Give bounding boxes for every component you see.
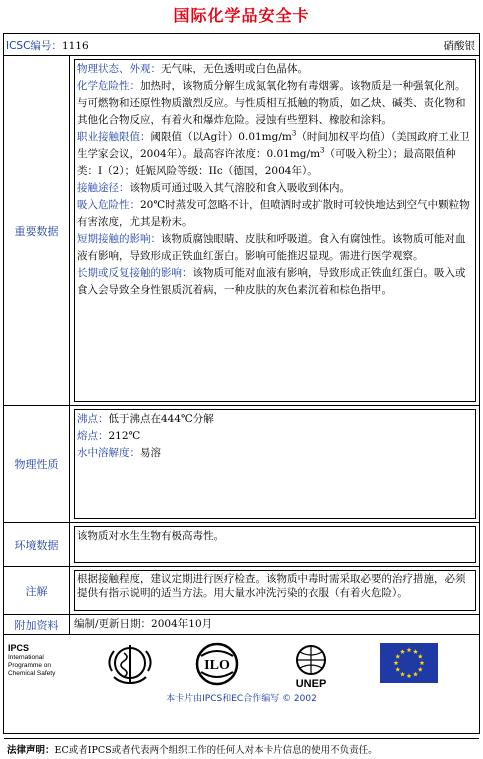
icsc-number [6, 38, 89, 53]
section-label-physical: 物理性质 [4, 406, 70, 522]
cooperation-note: 本卡片由IPCS和EC合作编写 © 2002 [166, 694, 317, 704]
item-water-solubility: 水中溶解度：易溶 [77, 447, 161, 459]
unep-logo [286, 641, 336, 691]
card-title: 国际化学品安全卡 [173, 6, 310, 25]
icsc-code: 1116 [61, 40, 89, 52]
section-environment [4, 523, 479, 567]
item-boiling-point: 沸点：低于沸点在444℃分解 [77, 413, 214, 425]
item-short-term-effects: 短期接触的影响：该物质腐蚀眼睛、皮肤和呼吸道。食入有腐蚀性。该物质可能对血液有影响，导致形成正铁血红蛋白。影响可能推迟显现。需进行医学观察。 [77, 233, 466, 262]
item-exposure-routes: 接触途径：该物质可通过吸入其气溶胶和食入吸收到体内。 [77, 182, 350, 194]
item-long-term-effects: 长期或反复接触的影响：该物质可能对血液有影响，导致形成正铁血红蛋白。吸入或食入会导致全身性银质沉着病，一种皮肤的灰色素沉着和棕色指甲。 [77, 267, 466, 296]
section-label-additional: 附加资料 [4, 615, 70, 634]
section-notes [4, 567, 479, 615]
environment-content: 该物质对水生生物有极高毒性。 [74, 526, 476, 563]
item-melting-point: 熔点：212℃ [77, 430, 141, 442]
chemical-name: 硝酸银 [443, 40, 475, 52]
ipcs-logo: IPCS International Programme on Chemical Safety [8, 643, 56, 677]
item-exposure-limits: 职业接触限值：阈限值（以Ag计）$0.01mg/m^3$（时间加权平均值）（美国政府工业卫生学家会议，2004年）。最高容许浓度：$0.01mg/m^3$（可吸入粉尘）；最高限值种类：I（2）；妊娠风险等级：IIc（德国，2004年）。 [77, 129, 470, 177]
section-label-important: 重要数据 [4, 56, 70, 405]
physical-content [74, 409, 476, 519]
important-content [74, 59, 476, 402]
legal-statement [4, 739, 479, 759]
notes-content: 根据接触程度，建议定期进行医疗检查。该物质中毒时需采取必要的治疗措施，必须提供有指示说明的适当方法。用大量水冲洗污染的衣服（有着火危险）。 [74, 570, 476, 611]
legal-text: EC或者IPCS或者代表两个组织工作的任何人对本卡片信息的使用不负责任。 [54, 745, 378, 756]
section-important [4, 56, 479, 406]
icsc-card [3, 33, 480, 756]
eu-flag-icon [380, 643, 438, 683]
icsc-label: ICSC编号： [6, 40, 62, 52]
card-header [4, 34, 479, 56]
section-physical [4, 406, 479, 523]
section-label-environment: 环境数据 [4, 523, 70, 566]
item-inhalation-risk: 吸入危险性：20℃时蒸发可忽略不计，但喷洒时或扩散时可较快地达到空气中颗粒物有害浓度，尤其是粉末。 [77, 199, 470, 228]
who-emblem-icon [104, 641, 156, 687]
section-label-notes: 注解 [4, 567, 70, 614]
section-additional [4, 615, 479, 635]
additional-content: 编制/更新日期：2004年10月 [74, 618, 213, 630]
ilo-logo [194, 641, 240, 687]
item-appearance: 物理状态、外观：无气味，无色透明或白色晶体。 [77, 63, 308, 75]
svg-text:UNEP: UNEP [295, 678, 327, 690]
legal-label: 法律声明： [7, 745, 55, 756]
item-chemical-danger: 化学危险性：加热时，该物质分解生成氮氧化物有毒烟雾。该物质是一种强氧化剂。与可燃物和还原性物质激烈反应。与性质相互抵触的物质，如乙炔、碱类、责化物和其他化合物反应，有着火和爆炸危险。浸蚀有些塑料、橡胶和涂料。 [77, 80, 466, 126]
svg-text:ILO: ILO [204, 658, 230, 673]
logo-band [4, 635, 479, 739]
